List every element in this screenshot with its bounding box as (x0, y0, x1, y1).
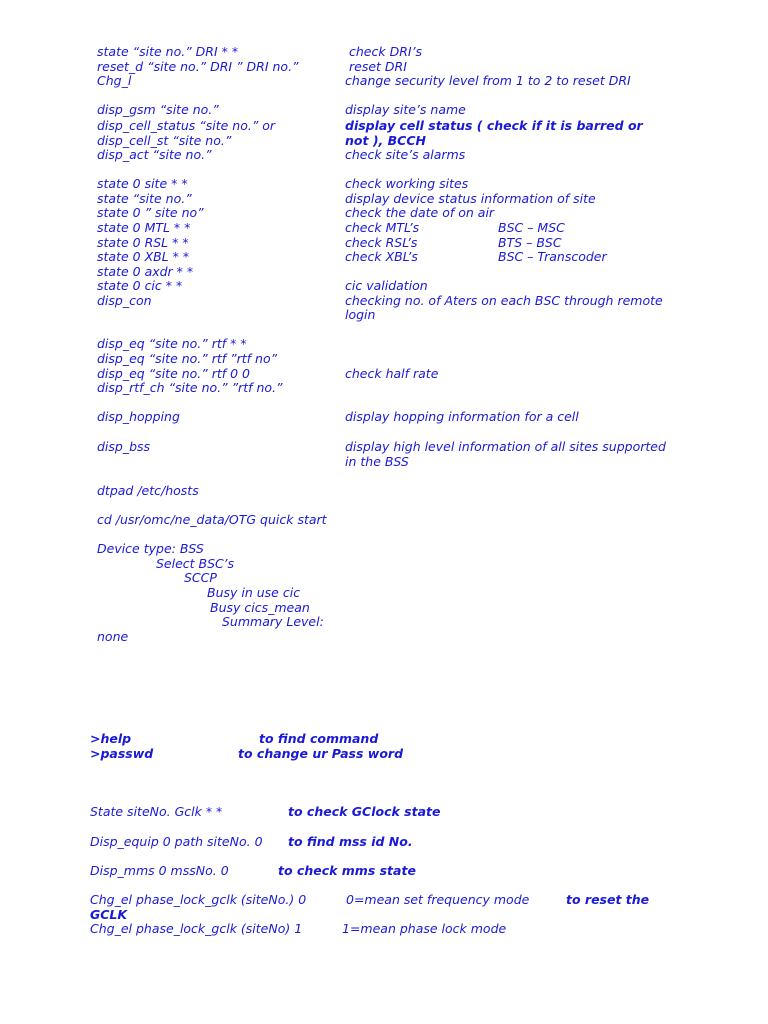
text-device-type: Device type: BSS (97, 541, 204, 556)
cmd-state-gclk: State siteNo. Gclk * * (90, 804, 223, 819)
cmd-cd-otg: cd /usr/omc/ne_data/OTG quick start (97, 512, 327, 527)
text-none: none (97, 629, 129, 644)
text-sccp: SCCP (184, 570, 217, 585)
desc-reset-the: to reset the (566, 892, 650, 907)
cmd-disp-act: disp_act “site no.” (97, 147, 212, 162)
text-set-frequency-mode: 0=mean set frequency mode (346, 892, 530, 907)
desc-bsc-msc: BSC – MSC (498, 220, 565, 235)
cmd-passwd: >passwd (90, 746, 154, 761)
text-phase-lock-mode: 1=mean phase lock mode (342, 921, 507, 936)
cmd-disp-rtf-ch: disp_rtf_ch “site no.” ”rtf no.” (97, 380, 283, 395)
cmd-disp-bss: disp_bss (97, 439, 151, 454)
cmd-reset-dri: reset_d “site no.” DRI ” DRI no.” (97, 59, 299, 74)
cmd-disp-eq-rtf-all: disp_eq “site no.” rtf * * (97, 336, 247, 351)
cmd-state-rsl: state 0 RSL * * (97, 235, 189, 250)
desc-find-command: to find command (259, 731, 379, 746)
cmd-state-xbl: state 0 XBL * * (97, 249, 190, 264)
desc-working-sites: check working sites (345, 176, 469, 191)
cmd-dtpad: dtpad /etc/hosts (97, 483, 199, 498)
desc-check-rsl: check RSL’s (345, 235, 418, 250)
cmd-disp-con: disp_con (97, 293, 152, 308)
desc-find-mss-id: to find mss id No. (288, 834, 413, 849)
desc-bsc-transcoder: BSC – Transcoder (498, 249, 607, 264)
cmd-disp-cell-st: disp_cell_st “site no.” (97, 133, 232, 148)
desc-check-dri: check DRI’s (349, 44, 423, 59)
text-busy-in-use: Busy in use cic (207, 585, 301, 600)
desc-check-mms: to check mms state (278, 863, 416, 878)
desc-check-gclock: to check GClock state (288, 804, 441, 819)
text-summary-level: Summary Level: (222, 614, 324, 629)
cmd-state-0-site-no: state 0 ” site no” (97, 205, 204, 220)
cmd-state-dri: state “site no.” DRI * * (97, 44, 239, 59)
desc-gclk: GCLK (90, 907, 128, 922)
desc-high-level-info: display high level information of all sites supported (345, 439, 666, 454)
desc-check-mtl: check MTL’s (345, 220, 420, 235)
desc-display-cell-status: display cell status ( check if it is barred or (345, 118, 643, 133)
cmd-chg-l: Chg_l (97, 73, 132, 88)
desc-date-on-air: check the date of on air (345, 205, 495, 220)
desc-change-security: change security level from 1 to 2 to reset DRI (345, 73, 631, 88)
desc-bts-bsc: BTS – BSC (498, 235, 562, 250)
text-select-bsc: Select BSC’s (156, 556, 234, 571)
cmd-state-site-no: state “site no.” (97, 191, 192, 206)
cmd-disp-eq-rtf-00: disp_eq “site no.” rtf 0 0 (97, 366, 251, 381)
cmd-disp-equip-path: Disp_equip 0 path siteNo. 0 (90, 834, 263, 849)
desc-checking-aters: checking no. of Aters on each BSC through remote (345, 293, 663, 308)
cmd-disp-cell-status: disp_cell_status “site no.” or (97, 118, 276, 133)
desc-hopping-info: display hopping information for a cell (345, 409, 579, 424)
desc-in-the-bss: in the BSS (345, 454, 409, 469)
cmd-state-axdr: state 0 axdr * * (97, 264, 194, 279)
desc-device-status: display device status information of site (345, 191, 596, 206)
desc-change-password: to change ur Pass word (238, 746, 404, 761)
desc-login: login (345, 307, 376, 322)
desc-check-xbl: check XBL’s (345, 249, 418, 264)
text-busy-cics-mean: Busy cics_mean (210, 600, 310, 615)
desc-bcch: not ), BCCH (345, 133, 426, 148)
cmd-disp-eq-rtf-no: disp_eq “site no.” rtf ”rtf no” (97, 351, 278, 366)
cmd-chg-el-1: Chg_el phase_lock_gclk (siteNo) 1 (90, 921, 303, 936)
desc-cic-validation: cic validation (345, 278, 428, 293)
cmd-help: >help (90, 731, 132, 746)
desc-check-half-rate: check half rate (345, 366, 439, 381)
desc-reset-dri: reset DRI (349, 59, 407, 74)
cmd-chg-el-0: Chg_el phase_lock_gclk (siteNo.) 0 (90, 892, 307, 907)
cmd-state-0-site: state 0 site * * (97, 176, 188, 191)
cmd-disp-mms: Disp_mms 0 mssNo. 0 (90, 863, 229, 878)
desc-check-alarms: check site’s alarms (345, 147, 466, 162)
cmd-disp-hopping: disp_hopping (97, 409, 180, 424)
cmd-state-cic: state 0 cic * * (97, 278, 183, 293)
desc-display-site-name: display site’s name (345, 102, 466, 117)
cmd-state-mtl: state 0 MTL * * (97, 220, 191, 235)
cmd-disp-gsm: disp_gsm “site no.” (97, 102, 219, 117)
